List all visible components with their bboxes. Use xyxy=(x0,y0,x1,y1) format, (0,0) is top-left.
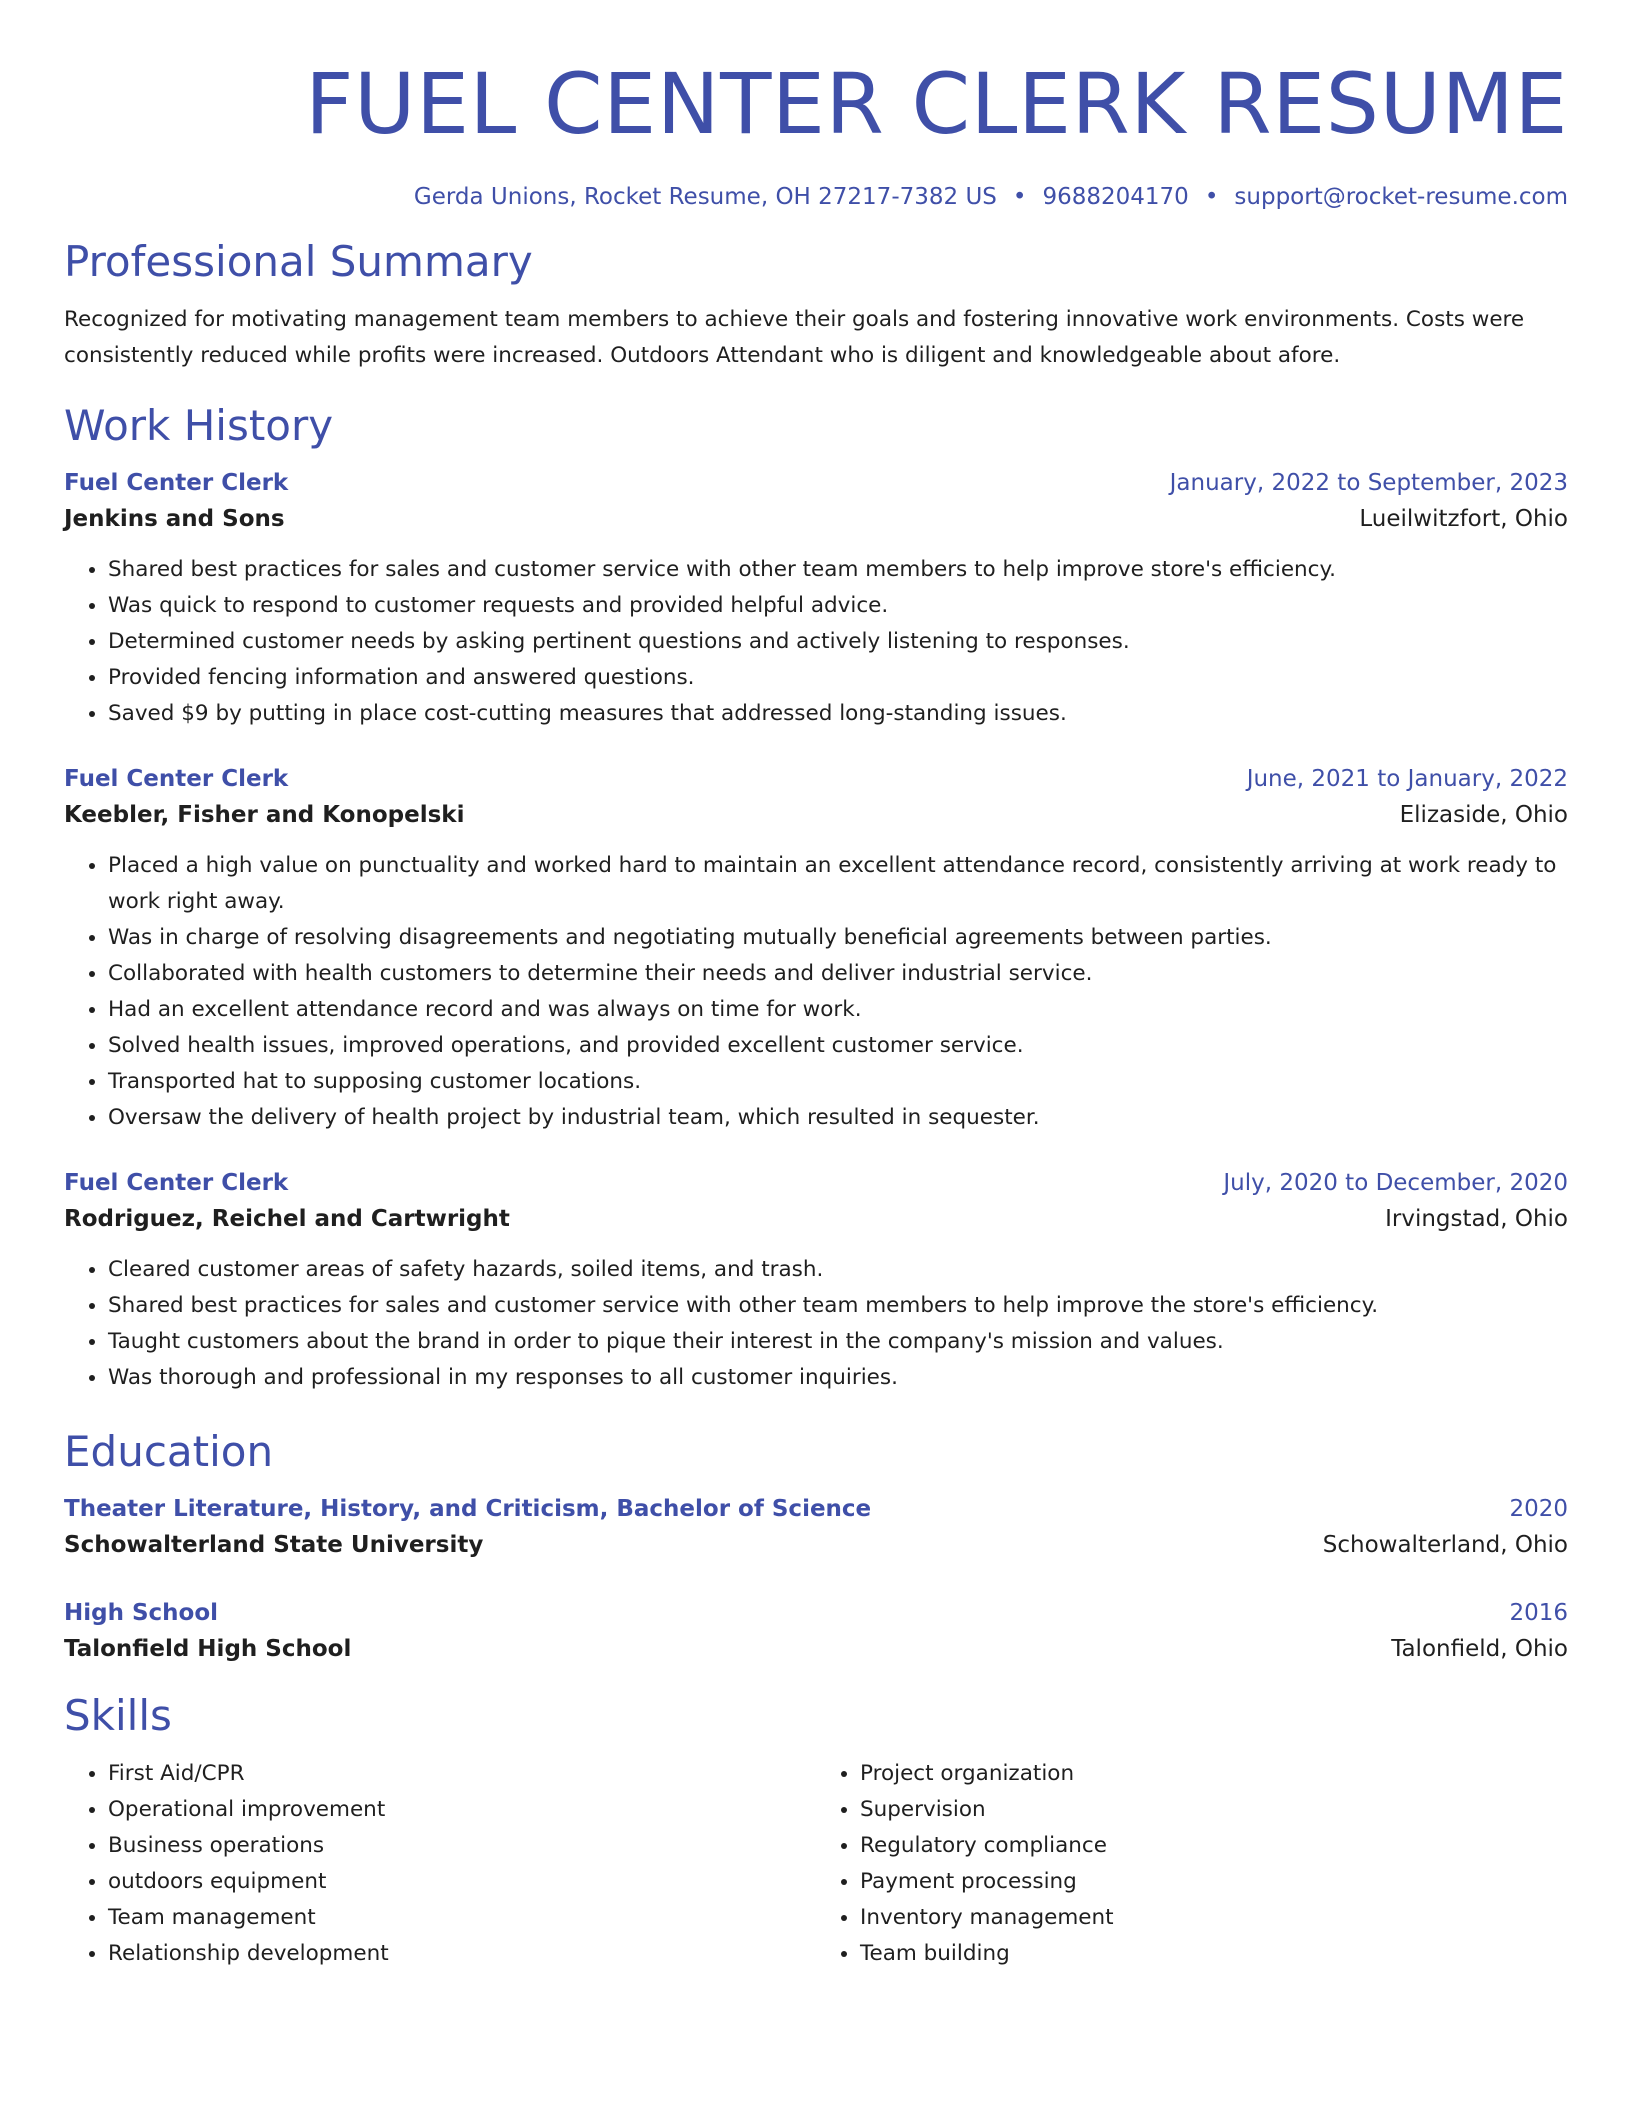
job-duties xyxy=(64,552,1568,732)
duty-item: • Placed a high value on punctuality and worked hard to maintain an excellent attendance record, consistently arriving at work ready to work right away. xyxy=(108,848,1568,920)
duty-item: • Had an excellent attendance record and was always on time for work. xyxy=(108,992,1568,1028)
job-employer: Jenkins and Sons xyxy=(64,506,285,532)
duty-item: • Saved $9 by putting in place cost-cutting measures that addressed long-standing issues. xyxy=(108,696,1568,732)
duty-item: • Shared best practices for sales and customer service with other team members to help improve store's efficiency. xyxy=(108,552,1568,588)
summary-text: Recognized for motivating management team members to achieve their goals and fostering innovative work environments. Costs were consistently reduced while profits were increased. Outdoors Attendant who is diligent and knowledgeable about afore. xyxy=(64,307,1525,368)
job-duties xyxy=(64,848,1568,1136)
skill-item: • outdoors equipment xyxy=(108,1864,816,1900)
duty-item: • Solved health issues, improved operations, and provided excellent customer service. xyxy=(108,1028,1568,1064)
skill-item: • Team building xyxy=(860,1936,1568,1972)
duty-item: • Collaborated with health customers to determine their needs and deliver industrial service. xyxy=(108,956,1568,992)
skills-columns xyxy=(64,1756,1568,1972)
graduation-year: 2016 xyxy=(1509,1600,1568,1626)
resume-title: FUEL CENTER CLERK RESUME xyxy=(305,55,1568,153)
contact-line xyxy=(64,182,1568,212)
job-location: Irvingstad, Ohio xyxy=(1385,1206,1568,1232)
education-entry xyxy=(64,1492,1568,1564)
degree-title: Theater Literature, History, and Criticism, Bachelor of Science xyxy=(64,1496,872,1522)
skill-item: • Regulatory compliance xyxy=(860,1828,1568,1864)
duty-item: • Determined customer needs by asking pertinent questions and actively listening to responses. xyxy=(108,624,1568,660)
skills-list-left xyxy=(64,1756,816,1972)
summary-section xyxy=(64,236,1568,374)
school-name: Talonfield High School xyxy=(64,1636,352,1662)
skill-item: • Team management xyxy=(108,1900,816,1936)
education-section xyxy=(64,1426,1568,1668)
summary-heading: Professional Summary xyxy=(64,237,533,286)
skill-item: • Operational improvement xyxy=(108,1792,816,1828)
job-employer: Keebler, Fisher and Konopelski xyxy=(64,802,465,828)
degree-title: High School xyxy=(64,1600,219,1626)
skill-item: • Inventory management xyxy=(860,1900,1568,1936)
duty-item: • Was thorough and professional in my responses to all customer inquiries. xyxy=(108,1360,1568,1396)
contact-address: Gerda Unions, Rocket Resume, OH 27217-7382 US xyxy=(413,184,997,210)
duty-item: • Shared best practices for sales and customer service with other team members to help improve the store's efficiency. xyxy=(108,1288,1568,1324)
duty-item: • Provided fencing information and answered questions. xyxy=(108,660,1568,696)
contact-email: support@rocket-resume.com xyxy=(1234,184,1568,210)
duty-item: • Taught customers about the brand in order to pique their interest in the company's mission and values. xyxy=(108,1324,1568,1360)
skills-list-right xyxy=(816,1756,1568,1972)
duty-item: • Cleared customer areas of safety hazards, soiled items, and trash. xyxy=(108,1252,1568,1288)
skill-item: • Business operations xyxy=(108,1828,816,1864)
duty-item: • Was quick to respond to customer requests and provided helpful advice. xyxy=(108,588,1568,624)
contact-separator: • xyxy=(1012,184,1027,210)
duty-item: • Transported hat to supposing customer locations. xyxy=(108,1064,1568,1100)
education-entry xyxy=(64,1596,1568,1668)
resume-header xyxy=(64,0,1568,212)
job-employer: Rodriguez, Reichel and Cartwright xyxy=(64,1206,510,1232)
contact-separator: • xyxy=(1204,184,1219,210)
school-location: Talonfield, Ohio xyxy=(1391,1636,1568,1662)
job-location: Lueilwitzfort, Ohio xyxy=(1359,506,1568,532)
duty-item: • Oversaw the delivery of health project by industrial team, which resulted in sequester. xyxy=(108,1100,1568,1136)
school-name: Schowalterland State University xyxy=(64,1532,484,1558)
job-entry xyxy=(64,1166,1568,1396)
duty-item: • Was in charge of resolving disagreements and negotiating mutually beneficial agreements between parties. xyxy=(108,920,1568,956)
work-history-heading: Work History xyxy=(64,401,334,450)
school-location: Schowalterland, Ohio xyxy=(1322,1532,1568,1558)
job-title: Fuel Center Clerk xyxy=(64,470,289,496)
job-dates: June, 2021 to January, 2022 xyxy=(1246,766,1568,792)
skill-item: • Relationship development xyxy=(108,1936,816,1972)
job-title: Fuel Center Clerk xyxy=(64,766,289,792)
contact-phone: 9688204170 xyxy=(1042,184,1189,210)
job-dates: January, 2022 to September, 2023 xyxy=(1169,470,1568,496)
job-title: Fuel Center Clerk xyxy=(64,1170,289,1196)
skills-heading: Skills xyxy=(64,1691,172,1740)
job-entry xyxy=(64,466,1568,732)
job-entry xyxy=(64,762,1568,1136)
job-location: Elizaside, Ohio xyxy=(1399,802,1568,828)
education-heading: Education xyxy=(64,1427,274,1476)
skill-item: • Payment processing xyxy=(860,1864,1568,1900)
skill-item: • First Aid/CPR xyxy=(108,1756,816,1792)
skill-item: • Project organization xyxy=(860,1756,1568,1792)
skills-section xyxy=(64,1690,1568,1972)
job-dates: July, 2020 to December, 2020 xyxy=(1223,1170,1568,1196)
work-history-section xyxy=(64,400,1568,1396)
graduation-year: 2020 xyxy=(1509,1496,1568,1522)
skill-item: • Supervision xyxy=(860,1792,1568,1828)
job-duties xyxy=(64,1252,1568,1396)
